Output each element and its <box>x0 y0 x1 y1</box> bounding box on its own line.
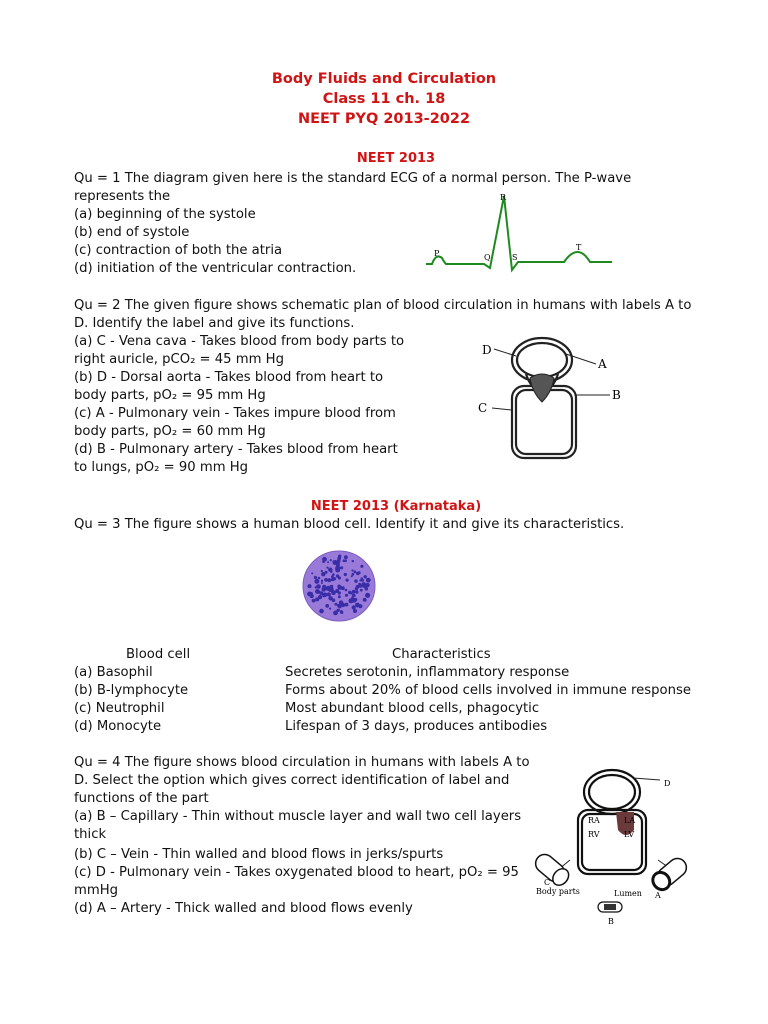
q1-option-c: (c) contraction of both the atria <box>74 243 283 258</box>
capillary-cross-section <box>598 902 622 912</box>
granule <box>322 557 327 562</box>
granule <box>354 595 356 597</box>
q4-option-c-1: (c) D - Pulmonary vein - Takes oxygenated blood to heart, pO₂ = 95 <box>74 865 519 880</box>
granule <box>319 609 324 614</box>
granule <box>335 603 338 606</box>
table-header-characteristics: Characteristics <box>392 647 491 662</box>
granule <box>343 559 346 562</box>
section-heading-neet-2013: NEET 2013 <box>356 151 436 166</box>
granule <box>321 582 323 584</box>
granule <box>327 561 329 563</box>
q1-line-2: represents the <box>74 189 171 204</box>
ecg-label-q: Q <box>484 253 491 262</box>
q1-option-b: (b) end of systole <box>74 225 190 240</box>
q4-option-a-2: thick <box>74 827 107 842</box>
granule <box>315 589 320 594</box>
granule <box>344 573 347 576</box>
granule <box>341 604 343 606</box>
section-heading-neet-2013-karnataka: NEET 2013 (Karnataka) <box>310 499 482 514</box>
granule <box>356 585 360 589</box>
granule <box>363 583 365 585</box>
granule <box>337 585 340 588</box>
q4-fig-label-d: D <box>664 779 671 788</box>
granule <box>326 567 328 569</box>
granule <box>358 571 361 574</box>
q4-fig-label-lv: LV <box>624 830 635 839</box>
q2-fig-label-b: B <box>612 388 621 402</box>
granule <box>344 555 348 559</box>
granule <box>329 587 334 592</box>
q4-option-b: (b) C – Vein - Thin walled and blood flows in jerks/spurts <box>74 847 444 862</box>
q2-option-d-2: to lungs, pO₂ = 90 mm Hg <box>74 460 249 475</box>
granule <box>349 598 354 603</box>
heart-shape <box>530 374 554 402</box>
q4-fig-label-c: C <box>544 878 551 887</box>
blood-cell-image <box>300 548 378 624</box>
granule <box>345 594 348 597</box>
granule <box>327 592 331 596</box>
q1-option-d: (d) initiation of the ventricular contraction. <box>74 261 357 276</box>
granule <box>314 579 319 584</box>
q1-option-a: (a) beginning of the systole <box>74 207 256 222</box>
granule <box>338 576 341 579</box>
granule <box>322 593 327 598</box>
granule <box>321 580 323 582</box>
q4-fig-label-ra: RA <box>588 816 600 825</box>
table-row-a-char: Secretes serotonin, inflammatory response <box>285 665 570 680</box>
granule <box>318 595 322 599</box>
granule <box>364 599 367 602</box>
granule <box>328 568 332 572</box>
granule <box>345 589 348 592</box>
q4-fig-label-lumen: Lumen <box>614 889 642 898</box>
granule <box>365 587 368 590</box>
q4-line-2: D. Select the option which gives correct identification of label and <box>74 773 510 788</box>
granule <box>365 583 369 587</box>
granule <box>321 570 323 572</box>
granule <box>318 577 321 580</box>
ecg-trace <box>426 196 612 270</box>
circulation-diagram-q2 <box>470 330 630 470</box>
granule <box>346 579 349 582</box>
q4-option-d: (d) A – Artery - Thick walled and blood flows evenly <box>74 901 413 916</box>
ecg-label-s: S <box>512 253 518 262</box>
granule <box>337 604 341 608</box>
q4-fig-label-rv: RV <box>588 830 600 839</box>
granule <box>329 608 331 610</box>
granule <box>331 578 334 581</box>
ecg-label-t: T <box>576 243 582 252</box>
table-row-b-cell: (b) B-lymphocyte <box>74 683 189 698</box>
q2-option-a-1: (a) C - Vena cava - Takes blood from body parts to <box>74 334 405 349</box>
granule <box>360 589 363 592</box>
granule <box>355 603 360 608</box>
table-row-a-cell: (a) Basophil <box>74 665 153 680</box>
granule <box>340 611 343 614</box>
granule <box>366 578 371 583</box>
granule <box>352 560 354 562</box>
granule <box>351 596 353 598</box>
table-row-d-cell: (d) Monocyte <box>74 719 162 734</box>
q2-option-c-2: body parts, pO₂ = 60 mm Hg <box>74 424 266 439</box>
granule <box>322 587 327 592</box>
q4-line-1: Qu = 4 The figure shows blood circulation in humans with labels A to <box>74 755 530 770</box>
granule <box>359 584 362 587</box>
q2-option-b-2: body parts, pO₂ = 95 mm Hg <box>74 388 266 403</box>
granule <box>338 555 341 558</box>
granule <box>352 605 356 609</box>
q4-line-3: functions of the part <box>74 791 209 806</box>
granule <box>310 594 314 598</box>
granule <box>325 571 328 574</box>
q4-fig-label-la: LA <box>624 816 636 825</box>
q2-option-c-1: (c) A - Pulmonary vein - Takes impure blood from <box>74 406 396 421</box>
granule <box>314 576 317 579</box>
granule <box>335 589 337 591</box>
table-row-d-char: Lifespan of 3 days, produces antibodies <box>285 719 548 734</box>
granule <box>310 592 312 594</box>
granule <box>362 585 364 587</box>
artery-cross-section <box>649 855 690 893</box>
granule <box>330 559 332 561</box>
granule <box>352 573 355 576</box>
q2-fig-label-d: D <box>482 343 492 357</box>
q4-option-a-1: (a) B – Capillary - Thin without muscle layer and wall two cell layers <box>74 809 522 824</box>
granule <box>338 591 341 594</box>
granule <box>354 579 357 582</box>
granule <box>311 572 313 574</box>
q4-fig-label-a: A <box>655 891 661 900</box>
q4-fig-label-b: B <box>608 917 614 926</box>
granule <box>355 590 358 593</box>
q2-option-d-1: (d) B - Pulmonary artery - Takes blood from heart <box>74 442 398 457</box>
granule <box>365 593 370 598</box>
granule <box>361 577 363 579</box>
granule <box>332 573 335 576</box>
q2-fig-label-c: C <box>478 401 488 415</box>
granule <box>351 569 353 571</box>
q1-line-1: Qu = 1 The diagram given here is the standard ECG of a normal person. The P-wave <box>74 171 632 186</box>
granule <box>332 598 336 602</box>
granule <box>336 562 340 566</box>
doc-subtitle-class: Class 11 ch. 18 <box>322 91 446 107</box>
granule <box>360 565 363 568</box>
granule <box>335 568 337 570</box>
circulation-diagram-q4 <box>530 760 730 930</box>
granule <box>340 566 343 569</box>
doc-title: Body Fluids and Circulation <box>271 71 497 87</box>
q2-option-b-1: (b) D - Dorsal aorta - Takes blood from heart to <box>74 370 384 385</box>
granule <box>338 595 341 598</box>
granule <box>354 570 357 573</box>
q4-fig-label-body-parts: Body parts <box>536 887 580 896</box>
granule <box>317 585 321 589</box>
granule <box>307 584 311 588</box>
granule <box>324 578 328 582</box>
q4-option-c-2: mmHg <box>74 883 118 898</box>
q2-option-a-2: right auricle, pCO₂ = 45 mm Hg <box>74 352 284 367</box>
ecg-diagram <box>424 190 620 280</box>
granule <box>312 599 316 603</box>
granule <box>353 609 357 613</box>
ecg-label-r: R <box>500 193 507 202</box>
table-row-b-char: Forms about 20% of blood cells involved in immune response <box>285 683 691 698</box>
q2-line-2: D. Identify the label and give its functions. <box>74 316 355 331</box>
vein-cross-section <box>532 851 572 889</box>
table-row-c-cell: (c) Neutrophil <box>74 701 165 716</box>
q3-line-1: Qu = 3 The figure shows a human blood cell. Identify it and give its characteristics. <box>74 517 625 532</box>
ecg-label-p: P <box>434 249 440 258</box>
granule <box>350 592 352 594</box>
granule <box>364 575 367 578</box>
table-header-blood-cell: Blood cell <box>126 647 191 662</box>
doc-subtitle-neet: NEET PYQ 2013-2022 <box>297 111 471 127</box>
granule <box>337 609 340 612</box>
granule <box>325 604 329 608</box>
q2-fig-label-a: A <box>598 357 607 371</box>
q2-line-1: Qu = 2 The given figure shows schematic plan of blood circulation in humans with labels A to <box>74 298 692 313</box>
table-row-c-char: Most abundant blood cells, phagocytic <box>285 701 540 716</box>
granule <box>352 590 356 594</box>
